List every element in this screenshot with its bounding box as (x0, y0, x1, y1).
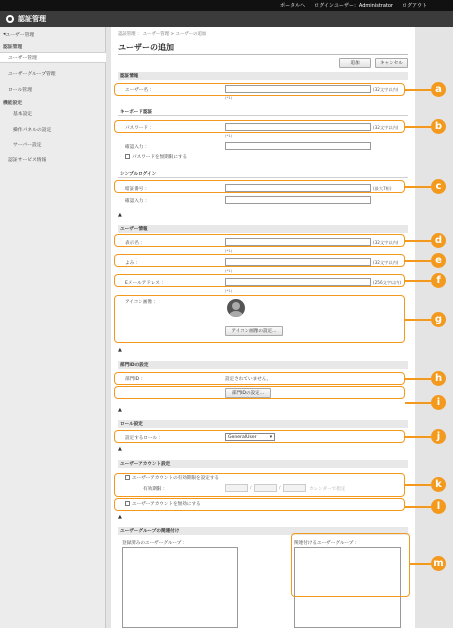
dept-id-value: 設定されていません。 (225, 377, 272, 382)
sidebar-item-role-management[interactable]: ロール管理 (8, 88, 32, 93)
callout-line-b (405, 126, 431, 128)
pin-label: 暗証番号 ： (125, 187, 150, 192)
callout-badge-k: k (431, 477, 446, 492)
username-label: ユーザー名 ： (125, 88, 155, 93)
callout-frame-j (114, 430, 405, 443)
display-name-label: 表示名 ： (125, 241, 145, 246)
callout-frame-e (114, 254, 405, 267)
role-section-header: ロール設定 (118, 420, 408, 428)
callout-frame-a (114, 83, 405, 96)
top-bar (0, 0, 453, 11)
calendar-link[interactable]: カレンダーで指定 (309, 487, 346, 492)
callout-frame-g (114, 295, 405, 343)
password-confirm-field[interactable] (225, 142, 371, 150)
callout-badge-b: b (431, 119, 446, 134)
username-hint: (32文字以内) (373, 87, 399, 92)
callout-line-i (405, 402, 431, 404)
logout-link[interactable]: ログアウト (401, 3, 427, 9)
portal-link[interactable]: ポータルへ (280, 3, 306, 9)
password-no-expire-label: パスワードを無期限にする (132, 155, 188, 160)
dept-id-label: 部門ID ： (125, 377, 146, 382)
password-no-expire-checkbox[interactable] (125, 154, 130, 159)
user-info-section-header: ユーザー情報 (118, 225, 408, 233)
pin-confirm-label: 確認入力 ： (125, 199, 150, 204)
sidebar (0, 27, 106, 628)
sidebar-heading-function: 機能設定 (3, 100, 23, 106)
dept-id-button[interactable]: 部門IDの設定... (225, 388, 271, 398)
sidebar-item-panel[interactable]: 操作パネルの設定 (13, 128, 52, 133)
reading-note: (*1) (225, 268, 233, 273)
callout-frame-f (114, 274, 405, 287)
group-section-header: ユーザーグループの関連付け (118, 527, 408, 535)
reading-label: よみ ： (125, 261, 141, 266)
assigned-groups-label: 関連付けるユーザーグループ ： (294, 541, 360, 546)
registered-groups-list[interactable] (122, 547, 238, 628)
chevron-down-icon: ▾ (269, 434, 272, 440)
expire-date-label: 有効期限 ： (143, 487, 168, 492)
callout-badge-a: a (431, 82, 446, 97)
callout-line-c (405, 186, 431, 188)
display-name-hint: (32文字以内) (373, 240, 399, 245)
username-note: (*1) (225, 95, 233, 100)
callout-badge-i: i (431, 395, 446, 410)
pin-hint: (最大7桁) (373, 186, 392, 191)
icon-image-button[interactable]: アイコン画像の設定... (225, 326, 283, 336)
login-user-text: ログインユーザー：Administrator (314, 3, 393, 9)
auth-section-header: 認証情報 (118, 72, 408, 80)
callout-frame-b (114, 120, 405, 133)
display-name-note: (*1) (225, 248, 233, 253)
callout-line-g (405, 319, 431, 321)
callout-line-l (405, 506, 431, 508)
callout-badge-j: j (431, 429, 446, 444)
callout-line-k (405, 484, 431, 486)
breadcrumb: 認証管理 ： ユーザー管理 > ユーザーの追加 (118, 32, 207, 37)
account-expire-label: ユーザーアカウントの有効期限を設定する (132, 476, 220, 481)
sidebar-item-service-info[interactable]: 認証サービス情報 (8, 158, 47, 163)
callout-line-h (405, 378, 431, 380)
callout-frame-k (114, 473, 405, 497)
reading-hint: (32文字以内) (373, 260, 399, 265)
simple-login-subheader: シンプルログイン (118, 171, 408, 178)
sidebar-item-user-management[interactable]: ユーザー管理 (0, 52, 106, 63)
callout-line-f (405, 280, 431, 282)
divider (118, 54, 408, 55)
callout-badge-l: l (431, 499, 446, 514)
cancel-button[interactable]: キャンセル (375, 58, 408, 68)
password-note: (*1) (225, 133, 233, 138)
callout-frame-m (291, 533, 410, 597)
account-section-header: ユーザーアカウント設定 (118, 460, 408, 468)
callout-frame-c (114, 180, 405, 193)
email-note: (*1) (225, 288, 233, 293)
sidebar-item-basic[interactable]: 基本設定 (13, 112, 33, 117)
email-hint: (256文字以内) (373, 280, 402, 285)
sidebar-item-group-management[interactable]: ユーザーグループ管理 (8, 72, 56, 77)
callout-line-j (405, 436, 431, 438)
email-label: Eメールアドレス ： (125, 281, 166, 286)
app-title: 認証管理 (18, 15, 46, 23)
page-top-arrow-3[interactable]: ▲ (118, 407, 122, 413)
callout-line-d (405, 240, 431, 242)
callout-line-a (405, 89, 431, 91)
callout-badge-f: f (431, 273, 446, 288)
page-top-arrow[interactable]: ▲ (118, 212, 122, 218)
keyboard-auth-subheader: キーボード認証 (118, 109, 408, 116)
date-separator: / (250, 486, 252, 491)
callout-badge-e: e (431, 253, 446, 268)
gear-icon (6, 15, 14, 23)
icon-image-label: アイコン画像 ： (125, 300, 159, 305)
callout-line-e (405, 260, 431, 262)
sidebar-heading-auth: 認証管理 (3, 44, 23, 50)
password-label: パスワード ： (125, 126, 155, 131)
pin-confirm-field[interactable] (225, 196, 371, 204)
page-top-arrow-5[interactable]: ▲ (118, 514, 122, 520)
page-top-arrow-4[interactable]: ▲ (118, 446, 122, 452)
callout-badge-c: c (431, 179, 446, 194)
callout-badge-g: g (431, 312, 446, 327)
callout-frame-d (114, 234, 405, 247)
page-top-arrow-2[interactable]: ▲ (118, 347, 122, 353)
registered-groups-label: 登録済みのユーザーグループ ： (122, 541, 188, 546)
add-button[interactable]: 追加 (339, 58, 371, 68)
callout-badge-h: h (431, 371, 446, 386)
dept-section-header: 部門IDの設定 (118, 361, 408, 369)
account-disable-label: ユーザーアカウントを無効にする (132, 502, 201, 507)
callout-badge-m: m (431, 556, 446, 571)
callout-line-m (410, 563, 431, 565)
right-margin (415, 27, 453, 628)
callout-frame-i (114, 386, 405, 399)
role-select[interactable]: GeneralUser ▾ (225, 433, 275, 441)
app-title-bar (0, 11, 453, 27)
callout-frame-l (114, 498, 405, 511)
role-label: 設定するロール ： (125, 436, 164, 441)
page-title: ユーザーの追加 (118, 43, 174, 52)
callout-badge-d: d (431, 233, 446, 248)
sidebar-back-link[interactable]: ◂ ユーザー管理 (3, 32, 35, 38)
password-hint: (32文字以内) (373, 125, 399, 130)
sidebar-item-server[interactable]: サーバー設定 (13, 143, 42, 148)
date-separator-2: / (279, 486, 281, 491)
callout-frame-h (114, 372, 405, 385)
password-confirm-label: 確認入力 ： (125, 145, 150, 150)
